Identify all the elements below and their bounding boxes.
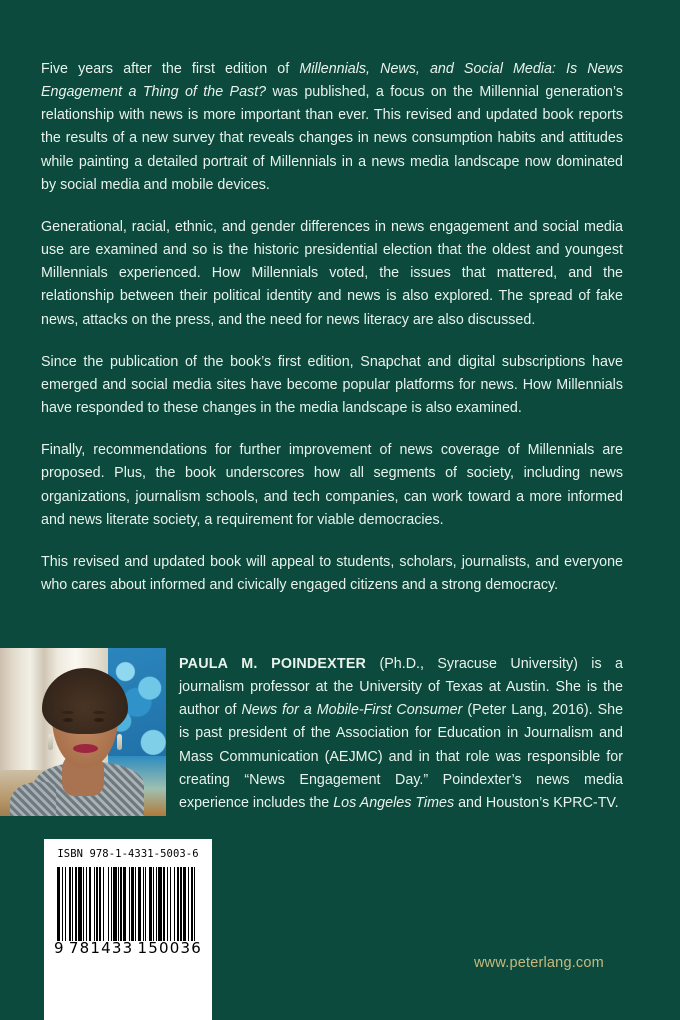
photo-eye-right	[94, 718, 104, 722]
barcode-digits	[54, 939, 202, 957]
blurb-paragraph: This revised and updated book will appeal to students, scholars, journalists, and everyone who cares about informed and civically engaged citizens and a strong democracy.	[41, 553, 623, 593]
barcode-digit-group: 150036	[137, 939, 202, 957]
author-photo	[0, 648, 166, 816]
photo-eyebrow-right	[93, 711, 106, 714]
blurb-paragraph: Finally, recommendations for further improvement of news coverage of Millennials are proposed. Plus, the book underscores how all segments of society, including news organizations, journalism schools, and tech companies, can work toward a more informed and news literate society, a requirement for viable democracies.	[41, 442, 623, 528]
photo-earring-right	[117, 734, 122, 750]
photo-mouth	[73, 744, 98, 753]
blurb-paragraph: Generational, racial, ethnic, and gender differences in news engagement and social media use are examined and so is the historic presidential election that the oldest and youngest Millennials experienced. How Millennials voted, the issues that mattered, and the relationship between their political identity and news is also explored. The spread of fake news, attacks on the press, and the need for news literacy are also discussed.	[41, 218, 623, 328]
blurb-paragraph: Five years after the first edition of Millennials, News, and Social Media: Is News Engagement a Thing of the Past? was published, a focus on the Millennial generation’s relationship with news is more important than ever. This revised and updated book reports the results of a new survey that reveals changes in news consumption habits and attitudes while painting a detailed portrait of Millennials in a news media landscape now dominated by social media and mobile devices.	[41, 61, 624, 193]
isbn-label: ISBN 978-1-4331-5003-6	[57, 848, 199, 860]
barcode-digit-group: 9	[54, 939, 65, 957]
photo-eye-left	[63, 718, 73, 722]
photo-eyebrow-left	[61, 711, 74, 714]
photo-earring-left	[48, 734, 53, 750]
barcode-digit-group: 781433	[68, 939, 134, 957]
publisher-url[interactable]: www.peterlang.com	[474, 955, 604, 971]
author-section	[0, 648, 680, 818]
barcode-bar	[195, 867, 198, 941]
author-bio-text: PAULA M. POINDEXTER (Ph.D., Syracuse University) is a journalism professor at the University of Texas at Austin. She is the author of News for a Mobile-First Consumer (Peter Lang, 2016). She is past president of the Association for Education in Journalism and Mass Communication (AEJMC) and in that role was responsible for creating “News Engagement Day.” Poindexter’s news media experience includes the Los Angeles Times and Houston’s KPRC-TV.	[179, 656, 624, 811]
blurb-paragraph: Since the publication of the book’s first edition, Snapchat and digital subscriptions have emerged and social media sites have become popular platforms for news. How Millennials have responded to these changes in the media landscape is also examined.	[41, 353, 623, 417]
barcode-block	[44, 839, 212, 1020]
blurb-text	[41, 58, 623, 597]
barcode-bars	[57, 867, 199, 941]
